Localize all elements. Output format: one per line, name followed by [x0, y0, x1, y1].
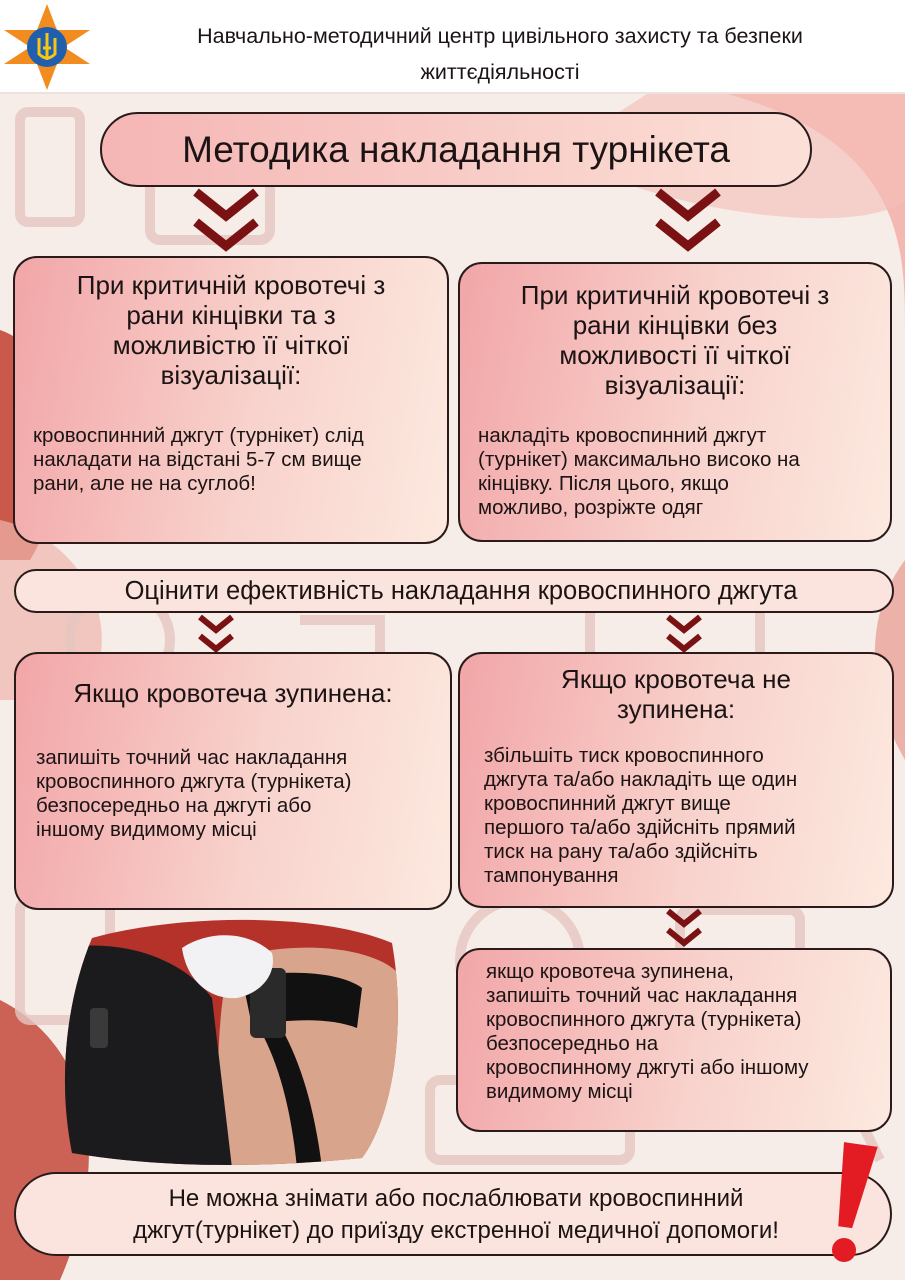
heading-line: візуалізації:: [160, 360, 302, 390]
warning-text: [56, 1183, 856, 1247]
text-line: першого та/або здійсніть прямий: [484, 816, 796, 839]
text-line: тиск на рану та/або здійсніть: [484, 840, 758, 863]
text-line: кінцівку. Після цього, якщо: [478, 472, 729, 495]
visible-bleeding-text: [33, 424, 443, 496]
heading-line: візуалізації:: [604, 370, 746, 400]
text-line: безпосередньо на: [486, 1032, 659, 1055]
title-banner: [100, 112, 812, 187]
text-line: тампонування: [484, 864, 619, 887]
tourniquet-photo: [62, 918, 402, 1168]
text-line: іншому видимому місці: [36, 818, 257, 841]
visible-bleeding-card: [13, 256, 449, 544]
chevron-down-icon: [664, 614, 704, 654]
text-line: безпосередньо на джгуті або: [36, 794, 312, 817]
heading-line: рани кінцівки без: [572, 310, 778, 340]
heading-line: можливості її чіткої: [559, 340, 791, 370]
heading-line: рани кінцівки та з: [126, 300, 336, 330]
final-step-card: [456, 948, 892, 1132]
text-line: якщо кровотеча зупинена,: [486, 960, 734, 983]
chevron-down-icon: [190, 188, 262, 254]
non-visible-bleeding-card: [458, 262, 892, 542]
organization-line-2: життєдіяльності: [420, 60, 580, 84]
text-line: кровоспинного джгута (турнікета): [486, 1008, 802, 1031]
text-line: кровоспинний джгут вище: [484, 792, 731, 815]
heading-line: можливістю її чіткої: [112, 330, 350, 360]
text-line: кровоспинного джгута (турнікета): [36, 770, 352, 793]
text-line: видимому місці: [486, 1080, 633, 1103]
bleeding-not-stopped-text: [484, 744, 884, 888]
text-line: можливо, розріжте одяг: [478, 496, 704, 519]
text-line: збільшіть тиск кровоспинного: [484, 744, 764, 767]
assess-effectiveness-text: Оцінити ефективність накладання кровоспинного джгута: [124, 577, 798, 605]
bleeding-not-stopped-card: [458, 652, 894, 908]
text-line: накладати на відстані 5-7 см вище: [33, 448, 362, 471]
text-line: запишіть точний час накладання: [36, 746, 348, 769]
heading-line: При критичній кровотечі з: [520, 280, 830, 310]
warning-banner: [14, 1172, 892, 1256]
page-title: Методика накладання турнікета: [182, 129, 730, 170]
text-line: джгута та/або накладіть ще один: [484, 768, 798, 791]
bleeding-stopped-text: [36, 746, 446, 842]
text-line: кровоспинний джгут (турнікет) слід: [33, 424, 364, 447]
civil-protection-emblem-icon: [2, 2, 92, 92]
bleeding-stopped-card: [14, 652, 452, 910]
final-step-text: [486, 960, 886, 1104]
bleeding-not-stopped-heading: [470, 664, 882, 724]
warning-line: джгут(турнікет) до приїзду екстренної медичної допомоги!: [133, 1217, 779, 1244]
text-line: накладіть кровоспинний джгут: [478, 424, 767, 447]
text-line: рани, але не на суглоб!: [33, 472, 256, 495]
non-visible-bleeding-heading: [470, 280, 880, 400]
assess-effectiveness-bar: [14, 569, 894, 613]
warning-line: Не можна знімати або послаблювати кровоспинний: [168, 1185, 744, 1212]
chevron-down-icon: [196, 614, 236, 654]
non-visible-bleeding-text: [478, 424, 888, 520]
text-line: запишіть точний час накладання: [486, 984, 798, 1007]
text-line: (турнікет) максимально високо на: [478, 448, 800, 471]
organization-name: [100, 18, 900, 90]
bleeding-stopped-heading: [26, 678, 440, 708]
exclamation-icon: [814, 1140, 878, 1266]
text-line: кровоспинному джгуті або іншому: [486, 1056, 809, 1079]
chevron-down-icon: [664, 908, 704, 948]
page-header: [0, 0, 905, 94]
heading-line: Якщо кровотеча не: [561, 664, 791, 694]
visible-bleeding-heading: [25, 270, 437, 390]
heading-line: При критичній кровотечі з: [76, 270, 386, 300]
organization-line-1: Навчально-методичний центр цивільного захисту та безпеки: [197, 24, 803, 48]
chevron-down-icon: [652, 188, 724, 254]
heading-line: зупинена:: [616, 694, 736, 724]
heading-line: Якщо кровотеча зупинена:: [73, 678, 393, 708]
